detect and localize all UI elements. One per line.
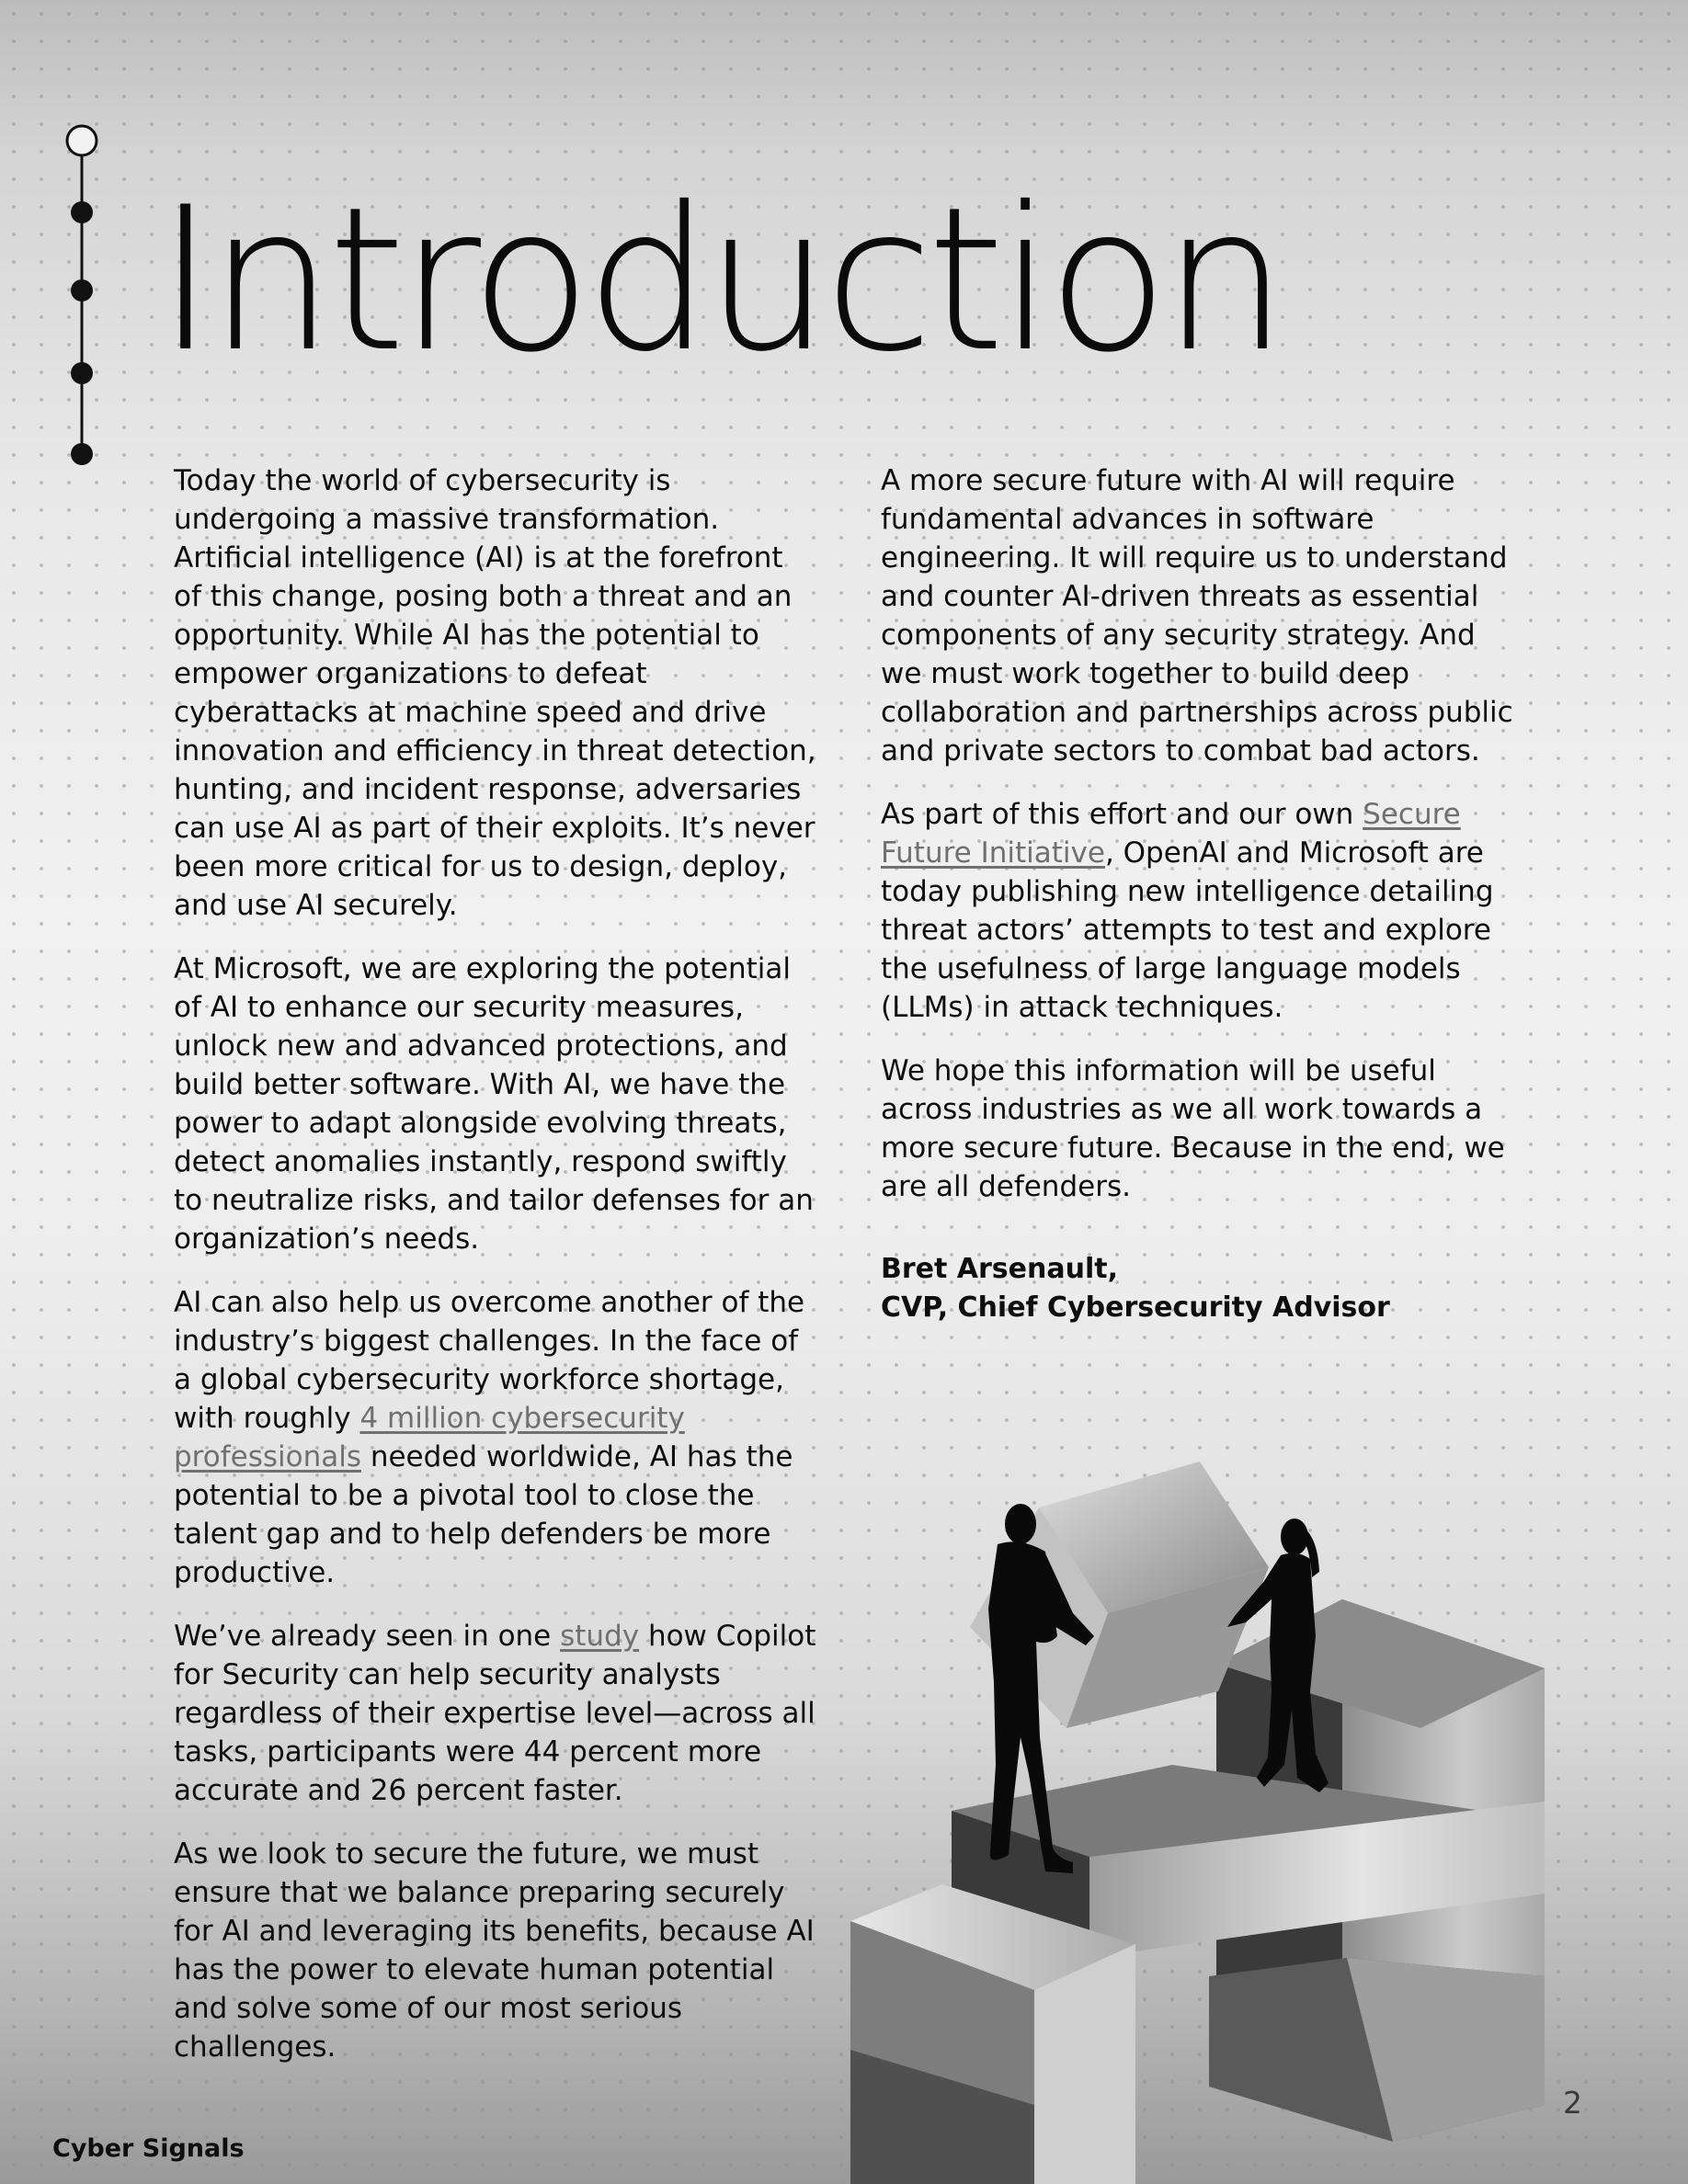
publication-name: Cyber Signals (52, 2134, 245, 2163)
secure-future-initiative-link[interactable]: Secure Future Initiative (881, 798, 1461, 870)
paragraph-text: needed worldwide, AI has the potential to be a pivotal tool to close the talent gap and to help defenders be more productive. (174, 1440, 793, 1589)
paragraph-microsoft: At Microsoft, we are exploring the potential of AI to enhance our security measures, unlock new and advanced protections, and build better software. With AI, we have the power to adapt alongside evolving threats, detect anomalies instantly, respond swiftly to neutralize risks, and tailor defenses for an organization’s needs. (174, 952, 814, 1256)
people-lifting-cube-illustration (832, 1462, 1549, 2184)
workforce-link[interactable]: 4 million cybersecurity professionals (174, 1402, 685, 1473)
paragraph-text: , OpenAI and Microsoft are today publishing new intelligence detailing threat actors’ attempts to test and explore the usefulness of large language models (LLMs) in attack techniques. (881, 836, 1494, 1024)
paragraph-text: AI can also help us overcome another of the industry’s biggest challenges. In the face of a global cybersecurity workforce shortage, with roughly (174, 1286, 805, 1435)
paragraph-intro: Today the world of cybersecurity is undergoing a massive transformation. Artificial intelligence (AI) is at the forefront of this change, posing both a threat and an opportunity. While AI has the potential to empower organizations to defeat cyberattacks at machine speed and drive innovation and efficiency in threat detection, hunting, and incident response, adversaries can use AI as part of their exploits. It’s never been more critical for us to design, deploy, and use AI securely. (174, 464, 816, 922)
timeline-dots-icon (0, 0, 165, 478)
page-number: 2 (1563, 2085, 1582, 2121)
right-column (881, 461, 1524, 1327)
left-column (174, 461, 817, 2091)
study-link[interactable]: study (560, 1620, 640, 1653)
paragraph-initiative (881, 795, 1524, 1027)
page-title: Introduction (156, 165, 1283, 395)
paragraph-text: As part of this effort and our own (881, 798, 1363, 831)
paragraph-workforce (174, 1283, 817, 1592)
signature-role: CVP, Chief Cybersecurity Advisor (881, 1291, 1390, 1324)
paragraph-future: As we look to secure the future, we must ensure that we balance preparing securely for AI and leveraging its benefits, because AI has the power to elevate human potential and solve some of our most serious challenges. (174, 1837, 815, 2064)
paragraph-text: We’ve already seen in one (174, 1620, 561, 1653)
paragraph-secure-future: A more secure future with AI will require fundamental advances in software engineering. It will require us to understand and counter AI-driven threats as essential components of any security strategy. And we must work together to build deep collaboration and partnerships across public and private sectors to combat bad actors. (881, 464, 1513, 768)
signature-name: Bret Arsenault, (881, 1253, 1118, 1285)
paragraph-text: how Copilot for Security can help security analysts regardless of their expertise level—across all tasks, participants were 44 percent more accurate and 26 percent faster. (174, 1620, 816, 1807)
paragraph-defenders: We hope this information will be useful across industries as we all work towards a more secure future. Because in the end, we are all defenders. (881, 1054, 1505, 1203)
signature (881, 1250, 1524, 1327)
paragraph-copilot (174, 1617, 817, 1810)
